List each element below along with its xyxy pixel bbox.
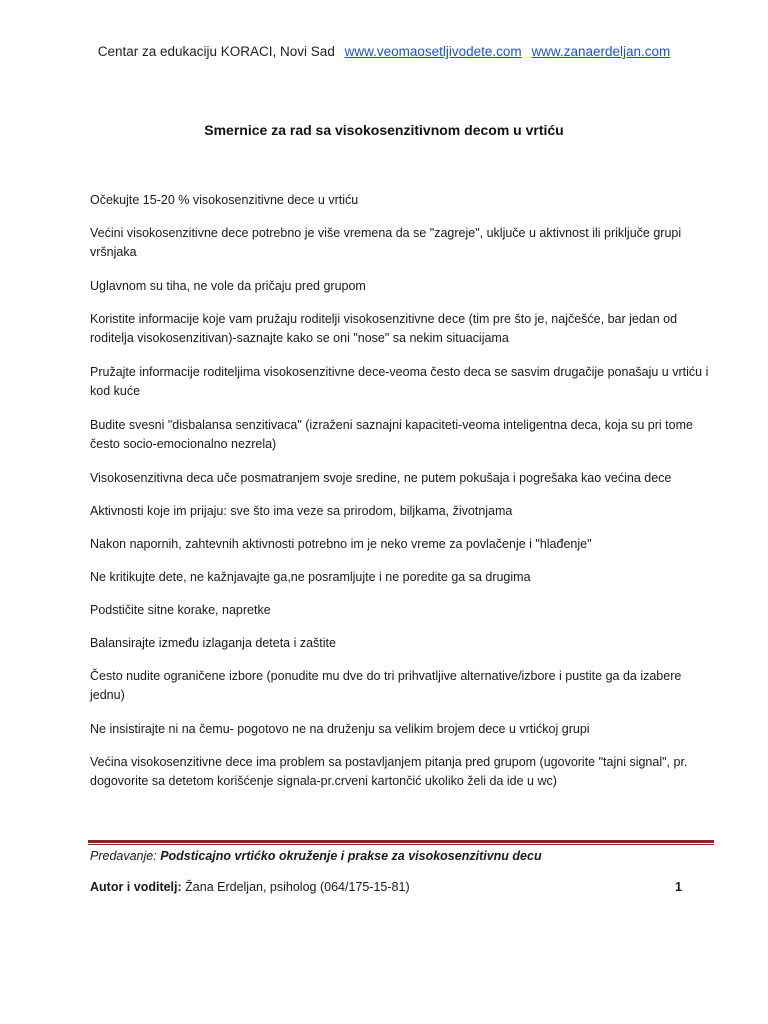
- document-title: Smernice za rad sa visokosenzitivnom decom u vrtiću: [204, 122, 564, 138]
- organization-name: Centar za edukaciju KORACI, Novi Sad: [97, 44, 335, 59]
- author-label: Autor i voditelj:: [90, 880, 182, 894]
- footer-divider-thick: [88, 840, 714, 843]
- guideline-paragraph: Budite svesni "disbalansa senzitivaca" (izraženi saznajni kapaciteti-veoma inteligentna deca, koja su pri tome često socio-emocionalno nezrela): [90, 418, 693, 451]
- website-link-zanaerdeljan[interactable]: www.zanaerdeljan.com: [531, 44, 671, 59]
- guideline-paragraph: Nakon napornih, zahtevnih aktivnosti potrebno im je neko vreme za povlačenje i "hlađenje": [90, 537, 592, 551]
- footer-divider-thin: [88, 844, 714, 845]
- guideline-paragraph: Ne insistirajte ni na čemu- pogotovo ne na druženju sa velikim brojem dece u vrtićkoj grupi: [90, 722, 590, 736]
- guideline-paragraph: Balansirajte između izlaganja deteta i zaštite: [90, 636, 336, 650]
- guideline-paragraph: Očekujte 15-20 % visokosenzitivne dece u vrtiću: [90, 193, 359, 207]
- guideline-paragraph: Često nudite ograničene izbore (ponudite mu dve do tri prihvatljive alternative/izbore i pustite ga da izabere jednu): [90, 669, 682, 702]
- footer-lecture: [90, 849, 712, 863]
- guideline-paragraph: Podstičite sitne korake, napretke: [90, 603, 271, 617]
- website-link-veomaosetljivodete[interactable]: www.veomaosetljivodete.com: [344, 44, 522, 59]
- guideline-paragraph: Uglavnom su tiha, ne vole da pričaju pred grupom: [90, 279, 366, 293]
- lecture-title: Podsticajno vrtićko okruženje i prakse za visokosenzitivnu decu: [160, 849, 542, 863]
- guideline-paragraph: Ne kritikujte dete, ne kažnjavajte ga,ne posramljujte i ne poredite ga sa drugima: [90, 570, 531, 584]
- guideline-paragraph: Visokosenzitivna deca uče posmatranjem svoje sredine, ne putem pokušaja i pogrešaka kao većina dece: [90, 471, 672, 485]
- guideline-paragraph: Većini visokosenzitivne dece potrebno je više vremena da se "zagreje", uključe u aktivnost ili priključe grupi vršnjaka: [90, 226, 682, 259]
- author-info: Žana Erdeljan, psiholog (064/175-15-81): [185, 880, 410, 894]
- page-number: 1: [675, 880, 682, 894]
- guideline-paragraph: Pružajte informacije roditeljima visokosenzitivne dece-veoma često deca se sasvim drugačije ponašaju u vrtiću i kod kuće: [90, 365, 709, 398]
- guideline-paragraph: Koristite informacije koje vam pružaju roditelji visokosenzitivne dece (tim pre što je, najčešće, bar jedan od roditelja visokosenzitivan)-saznajte kako se oni "nose" sa nekim situacijama: [90, 312, 678, 345]
- guidelines-list: [90, 191, 712, 791]
- guideline-paragraph: Većina visokosenzitivne dece ima problem sa postavljanjem pitanja pred grupom (ugovorite "tajni signal", pr. dogovorite sa detetom korišćenje signala-pr.crveni kartončić ukoliko želi da ide u wc): [90, 755, 688, 788]
- page-header: [0, 44, 768, 59]
- footer-author: [90, 880, 712, 894]
- guideline-paragraph: Aktivnosti koje im prijaju: sve što ima veze sa prirodom, biljkama, životnjama: [90, 504, 513, 518]
- lecture-label: Predavanje:: [90, 849, 157, 863]
